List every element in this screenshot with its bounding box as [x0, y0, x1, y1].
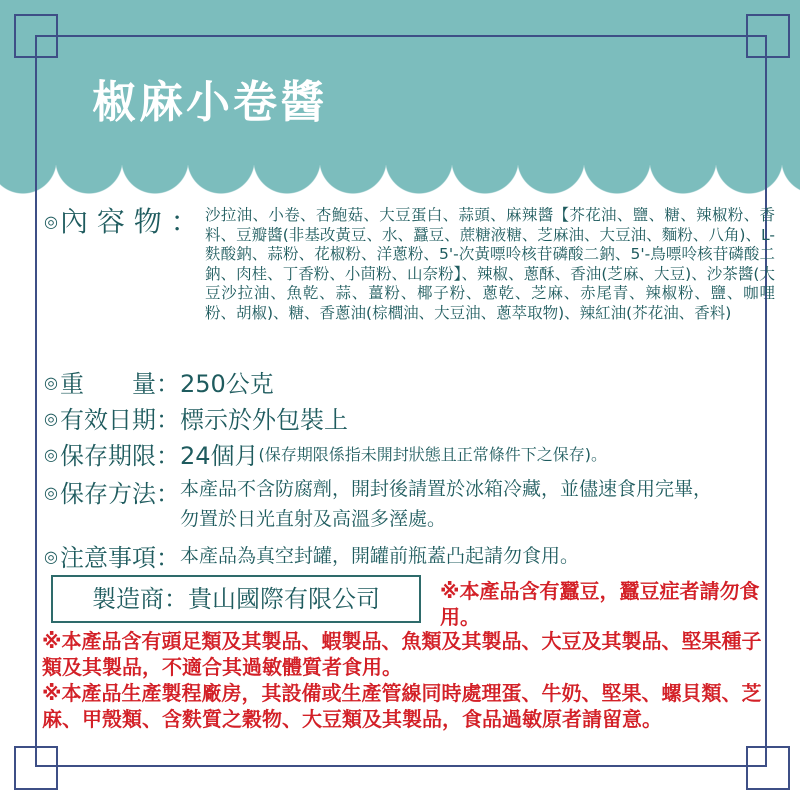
product-title: 椒麻小卷醬: [92, 77, 327, 128]
ingredients-text: 沙拉油、小卷、杏鮑菇、大豆蛋白、蒜頭、麻辣醬【芥花油、鹽、糖、辣椒粉、香料、豆瓣醬(非基改黃豆、水、蠶豆、蔗糖液糖、芝麻油、大豆油、麵粉、八角)、L-麩酸鈉、蒜粉、花椒粉、洋蔥粉、5'-次黃嘌呤核苷磷酸二鈉、5'-鳥嘌呤核苷磷酸二鈉、肉桂、丁香粉、小茴粉、山奈粉】、辣椒、蔥酥、香油(芝麻、大豆)、沙茶醬(大豆沙拉油、魚乾、蒜、薑粉、椰子粉、蔥乾、芝麻、赤尾青、辣椒粉、鹽、咖哩粉、胡椒)、糖、香蔥油(棕櫚油、大豆油、蔥萃取物)、辣紅油(芥花油、香料): [205, 206, 775, 322]
storage-row: ◎保存方法： 本產品不含防腐劑，開封後請置於冰箱冷藏，並儘速食用完畢，勿置於日光直射及高溫多溼處。: [44, 478, 712, 530]
corner-square: [746, 746, 790, 790]
corner-square: [14, 14, 58, 58]
corner-square: [746, 14, 790, 58]
expiry-row: ◎有效日期： 標示於外包裝上: [44, 406, 348, 434]
manufacturer-box: 製造商：貴山國際有限公司: [51, 575, 421, 623]
warning-allergens: ※本產品含有頭足類及其製品、蝦製品、魚類及其製品、大豆及其製品、堅果種子類及其製品，不適合其過敏體質者食用。: [42, 629, 762, 679]
warning-broad-bean: ※本產品含有蠶豆，蠶豆症者請勿食用。: [440, 579, 760, 629]
notice-row: ◎注意事項： 本產品為真空封罐，開罐前瓶蓋凸起請勿食用。: [44, 544, 579, 572]
warning-facility: ※本產品生產製程廠房，其設備或生產管線同時處理蛋、牛奶、堅果、螺貝類、芝麻、甲殼類、含麩質之穀物、大豆類及其製品，食品過敏原者請留意。: [42, 681, 762, 731]
ingredients-label: ◎內 容 物 ：: [44, 205, 199, 238]
corner-square: [14, 746, 58, 790]
weight-row: ◎重 量： 250公克: [44, 370, 274, 398]
shelf-life-row: ◎保存期限： 24個月 (保存期限係指未開封狀態且正常條件下之保存)。: [44, 442, 608, 470]
